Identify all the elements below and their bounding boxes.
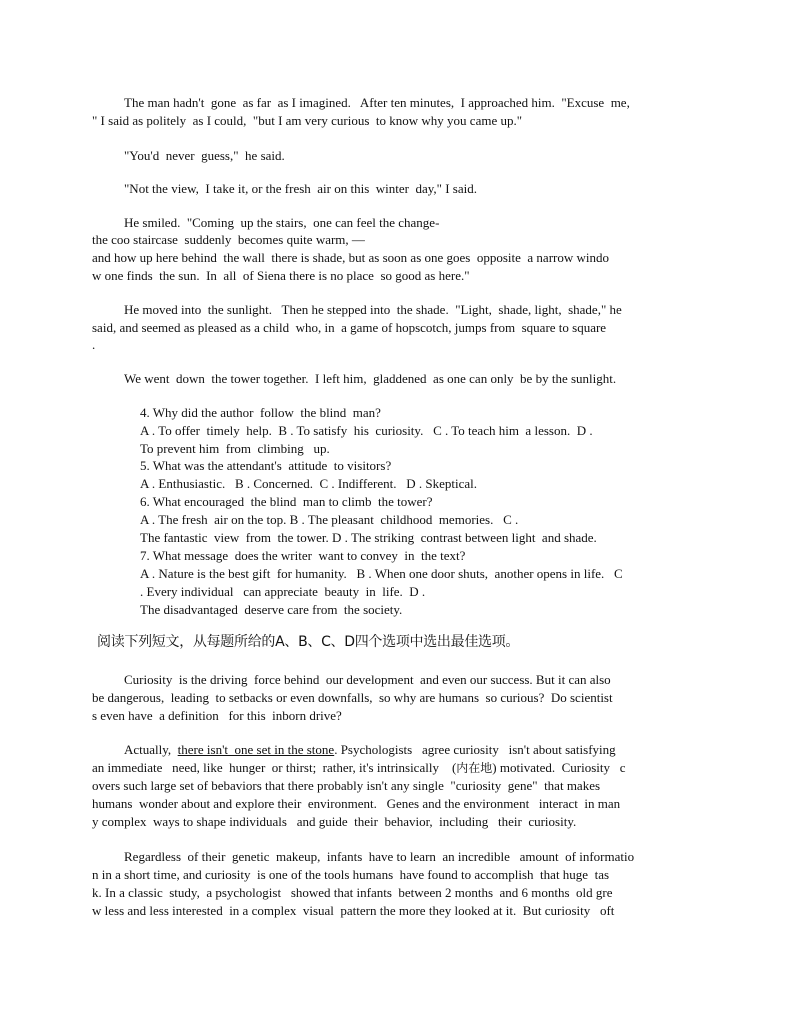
passage2-p3-line2: n in a short time, and curiosity is one of the tools humans have found to accomplish that huge tas bbox=[92, 867, 610, 882]
question-line: The disadvantaged deserve care from the society. bbox=[140, 602, 403, 617]
passage1-p4-line4: w one finds the sun. In all of Siena there is no place so good as here." bbox=[92, 268, 470, 283]
passage1-p2: "You'd never guess," he said. bbox=[124, 148, 285, 163]
passage2-p2-line5: y complex ways to shape individuals and guide their behavior, including their curiosity. bbox=[92, 814, 577, 829]
passage1-p4-line2: the coo staircase suddenly becomes quite warm, — bbox=[92, 232, 365, 247]
question-line: A . Enthusiastic. B . Concerned. C . Indifferent. D . Skeptical. bbox=[140, 476, 477, 491]
passage2-p2-line3: overs such large set of bebaviors that there probably isn't any single "curiosity gene" that makes bbox=[92, 778, 601, 793]
passage1-p5-line3: . bbox=[92, 337, 96, 352]
passage1-p4-line3: and how up here behind the wall there is shade, but as soon as one goes opposite a narrow windo bbox=[92, 250, 609, 265]
passage1-p5-line2: said, and seemed as pleased as a child who, in a game of hopscotch, jumps from square to square bbox=[92, 320, 607, 335]
passage2-p2-line2 bbox=[92, 760, 626, 776]
passage1-p5-line1: He moved into the sunlight. Then he stepped into the shade. "Light, shade, light, shade," he bbox=[124, 302, 622, 317]
question-line: . Every individual can appreciate beauty in life. D . bbox=[140, 584, 426, 599]
passage1-p1-line2: " I said as politely as I could, "but I am very curious to know why you came up." bbox=[92, 113, 523, 128]
passage2-p1-line1: Curiosity is the driving force behind our development and even our success. But it can also bbox=[124, 672, 611, 687]
passage2-p2-text: Actually, bbox=[124, 742, 178, 757]
question-line: To prevent him from climbing up. bbox=[140, 441, 330, 456]
passage1-p4-line1: He smiled. "Coming up the stairs, one can feel the change- bbox=[124, 215, 440, 230]
question-line: A . The fresh air on the top. B . The pleasant childhood memories. C . bbox=[140, 512, 519, 527]
question-line: 7. What message does the writer want to convey in the text? bbox=[140, 548, 466, 563]
passage2-p1-line3: s even have a definition for this inborn drive? bbox=[92, 708, 342, 723]
passage2-p1-line2: be dangerous, leading to setbacks or even downfalls, so why are humans so curious? Do scientist bbox=[92, 690, 613, 705]
passage2-p2-line1 bbox=[124, 742, 616, 758]
question-line: A . Nature is the best gift for humanity. B . When one door shuts, another opens in life. C bbox=[140, 566, 623, 581]
chinese-gloss: 内在地 bbox=[456, 761, 493, 775]
passage1-p3: "Not the view, I take it, or the fresh air on this winter day," I said. bbox=[124, 181, 477, 196]
passage2-p2-text: an immediate need, like hunger or thirst; rather, it's intrinsically ( bbox=[92, 760, 457, 775]
passage1-p1-line1: The man hadn't gone as far as I imagined. After ten minutes, I approached him. "Excuse me, bbox=[124, 95, 630, 110]
question-line: 6. What encouraged the blind man to climb the tower? bbox=[140, 494, 433, 509]
question-line: 4. Why did the author follow the blind man? bbox=[140, 405, 381, 420]
question-line: A . To offer timely help. B . To satisfy his curiosity. C . To teach him a lesson. D . bbox=[140, 423, 593, 438]
passage2-p2-line4: humans wonder about and explore their environment. Genes and the environment interact in man bbox=[92, 796, 621, 811]
question-line: 5. What was the attendant's attitude to visitors? bbox=[140, 458, 392, 473]
section-instruction: 阅读下列短文，从每题所给的A、B、C、D四个选项中选出最佳选项。 bbox=[97, 634, 520, 650]
passage2-p3-line1: Regardless of their genetic makeup, infants have to learn an incredible amount of informatio bbox=[124, 849, 635, 864]
passage2-p2-text: . Psychologists agree curiosity isn't about satisfying bbox=[334, 742, 616, 757]
passage1-p6: We went down the tower together. I left him, gladdened as one can only be by the sunlight. bbox=[124, 371, 617, 386]
passage2-p3-line3: k. In a classic study, a psychologist showed that infants between 2 months and 6 months old gre bbox=[92, 885, 613, 900]
passage2-p3-line4: w less and less interested in a complex visual pattern the more they looked at it. But curiosity oft bbox=[92, 903, 615, 918]
underlined-phrase: there isn't one set in the stone bbox=[177, 742, 335, 757]
passage2-p2-text: ) motivated. Curiosity c bbox=[492, 760, 626, 775]
question-line: The fantastic view from the tower. D . The striking contrast between light and shade. bbox=[140, 530, 597, 545]
